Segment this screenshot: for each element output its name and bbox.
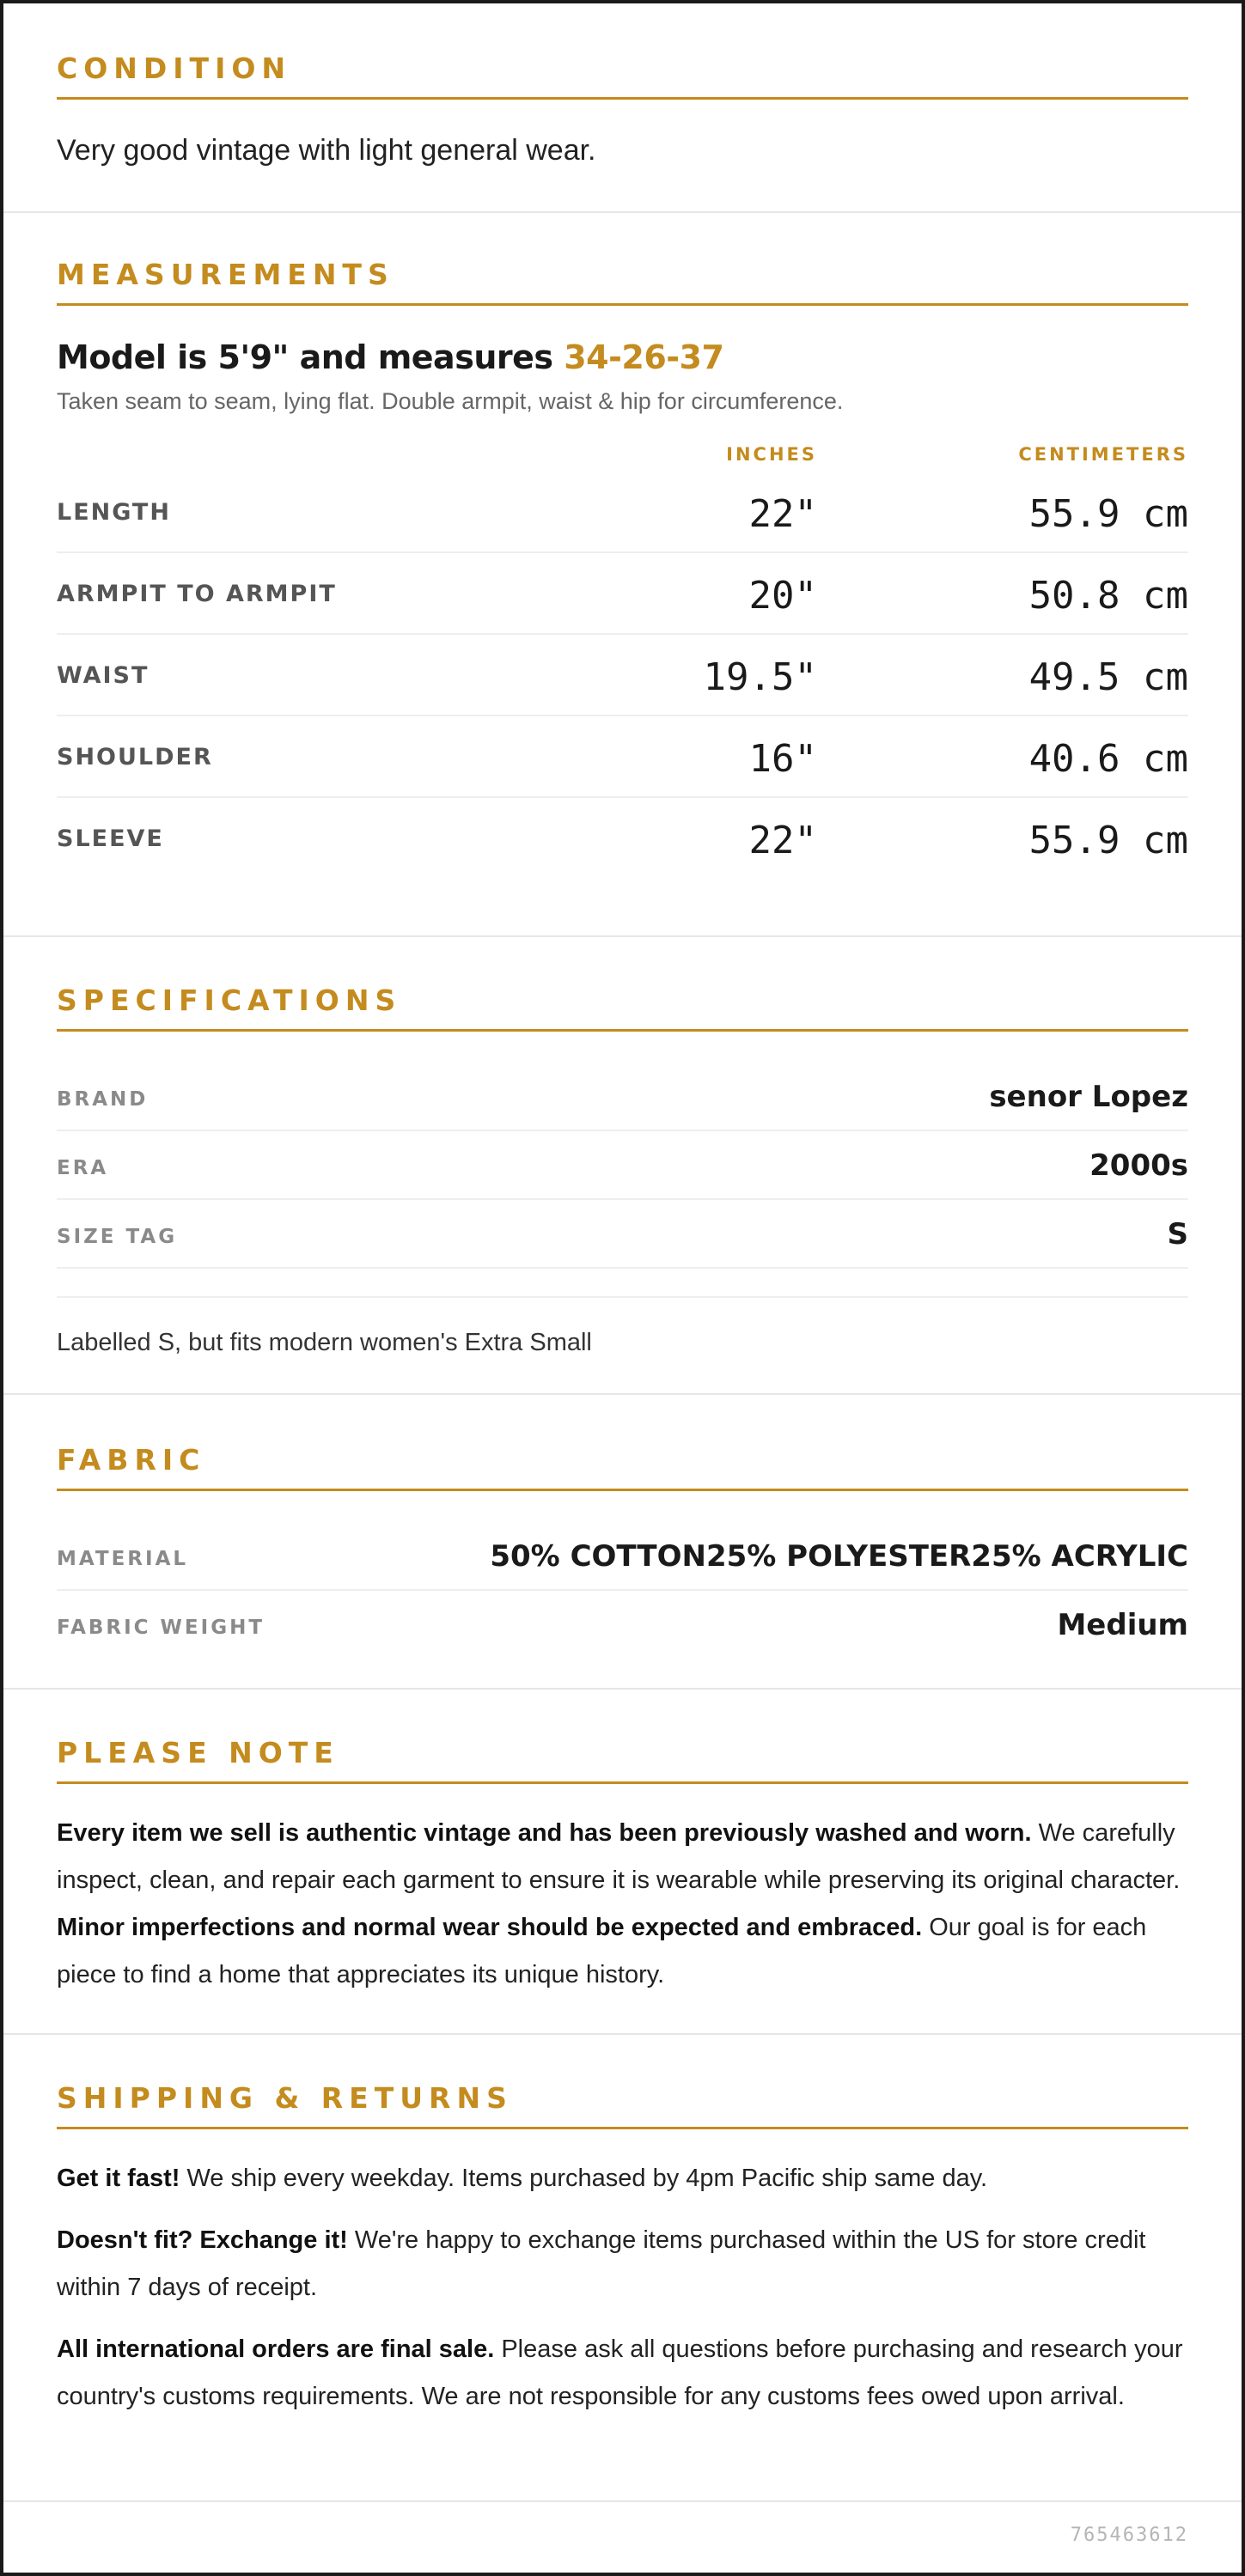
note-text-2: Our goal is for each piece to find a home that appreciates its unique history.	[57, 1914, 1147, 1988]
fabric-label: MATERIAL	[57, 1548, 189, 1570]
measurements-table	[57, 472, 1188, 880]
fabric-row-material	[57, 1522, 1188, 1591]
measurement-inches: 19.5"	[703, 655, 817, 699]
spec-label: BRAND	[57, 1088, 149, 1111]
spec-label: SIZE TAG	[57, 1226, 178, 1248]
shipping-paragraph-fast	[57, 2155, 1188, 2202]
measurement-cm: 50.8 cm	[1028, 574, 1188, 618]
fabric-value: 50% COTTON25% POLYESTER25% ACRYLIC	[490, 1539, 1188, 1574]
note-text-1: We carefully inspect, clean, and repair each garment to ensure it is wearable while preserving its original character.	[57, 1819, 1181, 1894]
spec-value: senor Lopez	[989, 1080, 1188, 1114]
shipping-text: We ship every weekday. Items purchased by 4pm Pacific ship same day.	[180, 2165, 988, 2192]
condition-section	[3, 3, 1242, 213]
shipping-paragraph-exchange	[57, 2217, 1188, 2311]
shipping-section	[3, 2035, 1242, 2502]
model-measurements	[57, 338, 1188, 376]
measurements-heading: MEASUREMENTS	[57, 258, 1188, 306]
measurement-label: SHOULDER	[57, 744, 213, 770]
shipping-paragraph-international	[57, 2326, 1188, 2421]
column-header-centimeters: CENTIMETERS	[1018, 444, 1188, 465]
please-note-text	[57, 1810, 1188, 1999]
measurement-inches: 16"	[748, 737, 817, 781]
measurement-row-armpit	[57, 553, 1188, 635]
measurement-cm: 55.9 cm	[1028, 819, 1188, 862]
spec-value: 2000s	[1089, 1148, 1188, 1183]
please-note-heading: PLEASE NOTE	[57, 1736, 1188, 1784]
note-bold-1: Every item we sell is authentic vintage and has been previously washed and worn.	[57, 1819, 1032, 1847]
measurement-row-shoulder	[57, 716, 1188, 798]
measurements-section	[3, 213, 1242, 937]
note-bold-2: Minor imperfections and normal wear should be expected and embraced.	[57, 1914, 923, 1941]
shipping-text: We're happy to exchange items purchased within the US for store credit within 7 days of receipt.	[57, 2226, 1146, 2301]
fabric-row-weight	[57, 1591, 1188, 1659]
measurement-label: SLEEVE	[57, 825, 164, 852]
spec-label: ERA	[57, 1157, 109, 1179]
fabric-section	[3, 1395, 1242, 1690]
measurement-label: LENGTH	[57, 499, 171, 526]
specifications-list	[57, 1063, 1188, 1269]
shipping-bold: Get it fast!	[57, 2165, 180, 2192]
measurement-cm: 55.9 cm	[1028, 492, 1188, 536]
specifications-section	[3, 937, 1242, 1395]
measurement-inches: 22"	[748, 819, 817, 862]
fabric-value: Medium	[1057, 1608, 1188, 1642]
specifications-heading: SPECIFICATIONS	[57, 984, 1188, 1032]
measurement-inches: 22"	[748, 492, 817, 536]
please-note-section	[3, 1690, 1242, 2035]
measurements-subtitle: Taken seam to seam, lying flat. Double armpit, waist & hip for circumference.	[57, 388, 844, 414]
measurement-cm: 40.6 cm	[1028, 737, 1188, 781]
fabric-label: FABRIC WEIGHT	[57, 1617, 265, 1639]
spec-row-size-tag	[57, 1200, 1188, 1269]
column-header-inches: INCHES	[726, 444, 817, 465]
measurement-row-sleeve	[57, 798, 1188, 880]
measurement-row-length	[57, 472, 1188, 553]
measurement-cm: 49.5 cm	[1028, 655, 1188, 699]
fabric-heading: FABRIC	[57, 1443, 1188, 1491]
measurement-label: WAIST	[57, 662, 150, 689]
spec-row-brand	[57, 1063, 1188, 1131]
shipping-bold: All international orders are final sale.	[57, 2335, 495, 2363]
model-measurements-prefix: Model is 5'9" and measures	[57, 338, 565, 376]
shipping-heading: SHIPPING & RETURNS	[57, 2081, 1188, 2129]
model-measurements-highlight: 34-26-37	[564, 338, 724, 376]
shipping-text: Please ask all questions before purchasing and research your country's customs requirements. We are not responsible for any customs fees owed upon arrival.	[57, 2335, 1183, 2410]
measurement-label: ARMPIT TO ARMPIT	[57, 581, 337, 607]
measurements-table-header	[57, 437, 1188, 472]
measurement-row-waist	[57, 635, 1188, 716]
condition-heading: CONDITION	[57, 52, 1188, 100]
condition-text: Very good vintage with light general wear.	[57, 134, 596, 167]
shipping-bold: Doesn't fit? Exchange it!	[57, 2226, 348, 2254]
spec-value: S	[1167, 1217, 1188, 1251]
spec-row-era	[57, 1131, 1188, 1200]
sku-number: 765463612	[1070, 2524, 1188, 2546]
size-note: Labelled S, but fits modern women's Extra Small	[57, 1296, 1188, 1357]
fabric-list	[57, 1522, 1188, 1659]
footer	[3, 2502, 1242, 2571]
measurement-inches: 20"	[748, 574, 817, 618]
